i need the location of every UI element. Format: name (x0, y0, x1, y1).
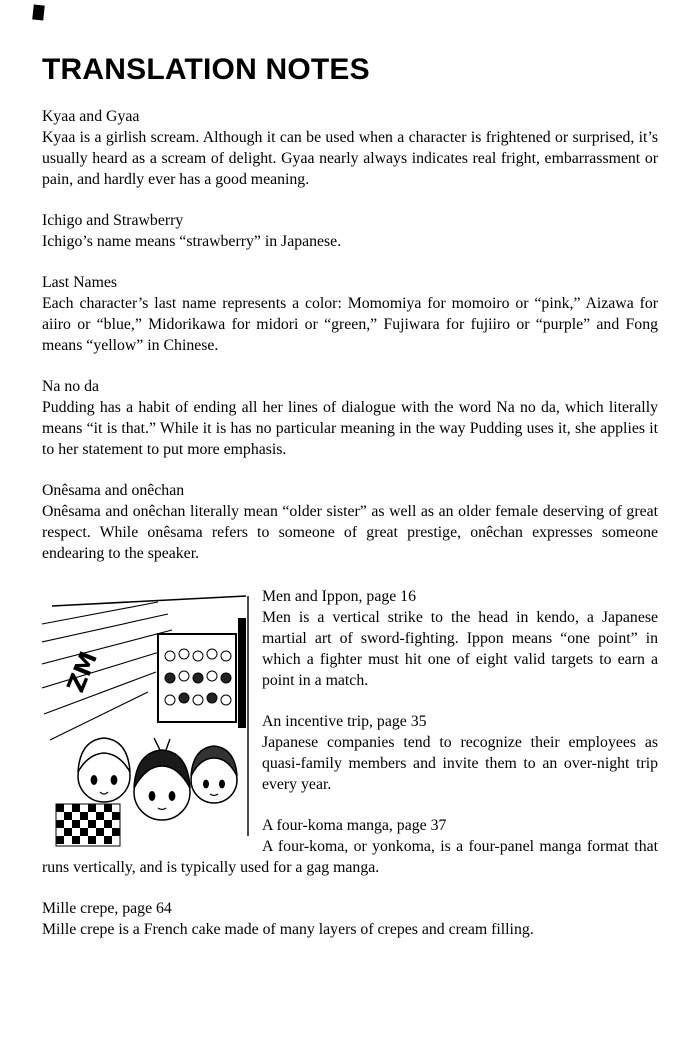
note-body: A four-koma, or yonkoma, is a four-panel manga format that runs vertically, and is typically used for a gag manga. (42, 837, 658, 876)
note-heading: Last Names (42, 273, 118, 291)
note-heading: A four-koma manga, page 37 (262, 816, 447, 834)
checkered-pattern (56, 804, 120, 846)
note-heading: Kyaa and Gyaa (42, 107, 140, 125)
note-section-last-names (42, 272, 658, 356)
crowd-inset-panel (158, 634, 236, 722)
note-heading: Ichigo and Strawberry (42, 211, 184, 229)
note-section-mille-crepe (42, 898, 658, 940)
girl-middle (134, 738, 190, 820)
page-corner-mark (32, 4, 45, 20)
note-body: Pudding has a habit of ending all her lines of dialogue with the word Na no da, which literally means “it is that.” While it is has no particular meaning in the way Pudding uses it, she applies it to her statement to put more emphasis. (42, 398, 658, 458)
note-heading: Mille crepe, page 64 (42, 899, 172, 917)
panel-top-border (52, 596, 246, 606)
note-section-ichigo (42, 210, 658, 252)
note-heading: Onêsama and onêchan (42, 481, 185, 499)
girl-right (191, 746, 237, 803)
note-heading: Na no da (42, 377, 100, 395)
note-body: Onêsama and onêchan literally mean “older sister” as well as an older female deserving of great respect. While onêsama refers to someone of great prestige, onêchan expresses someone endearing to the speaker. (42, 502, 658, 562)
manga-panel-art (42, 590, 250, 848)
girl-left (78, 738, 130, 802)
note-body: Japanese companies tend to recognize their employees as quasi-family members and invite them to an over-night trip every year. (262, 733, 658, 793)
notes-list (42, 106, 658, 940)
manga-illustration (42, 590, 250, 848)
note-heading: An incentive trip, page 35 (262, 712, 427, 730)
note-body: Each character’s last name represents a color: Momomiya for momoiro or “pink,” Aizawa for aiiro or “blue,” Midorikawa for midori or “green,” Fujiwara for fujiiro or “purple” and Fong means “yellow” in Chinese. (42, 294, 658, 354)
page-title: TRANSLATION NOTES (42, 53, 370, 86)
sfx-text: ZM (61, 646, 104, 696)
note-section-na-no-da (42, 376, 658, 460)
note-body: Ichigo’s name means “strawberry” in Japanese. (42, 232, 342, 250)
panel-divider-bar (238, 618, 246, 728)
illustrated-notes-area (42, 586, 658, 878)
note-heading: Men and Ippon, page 16 (262, 587, 416, 605)
note-body: Men is a vertical strike to the head in kendo, a Japanese martial art of sword-fighting. Ippon means “one point” in which a fighter must hit one of eight valid targets to earn a point in a match. (262, 608, 658, 689)
note-body: Kyaa is a girlish scream. Although it can be used when a character is frightened or surprised, it’s usually heard as a scream of delight. Gyaa nearly always indicates real fright, embarrassment or pain, and hardly ever has a good meaning. (42, 128, 658, 188)
note-section-onesama (42, 480, 658, 564)
note-section-kyaa-gyaa (42, 106, 658, 190)
note-body: Mille crepe is a French cake made of many layers of crepes and cream filling. (42, 920, 534, 938)
speed-lines (42, 602, 172, 740)
